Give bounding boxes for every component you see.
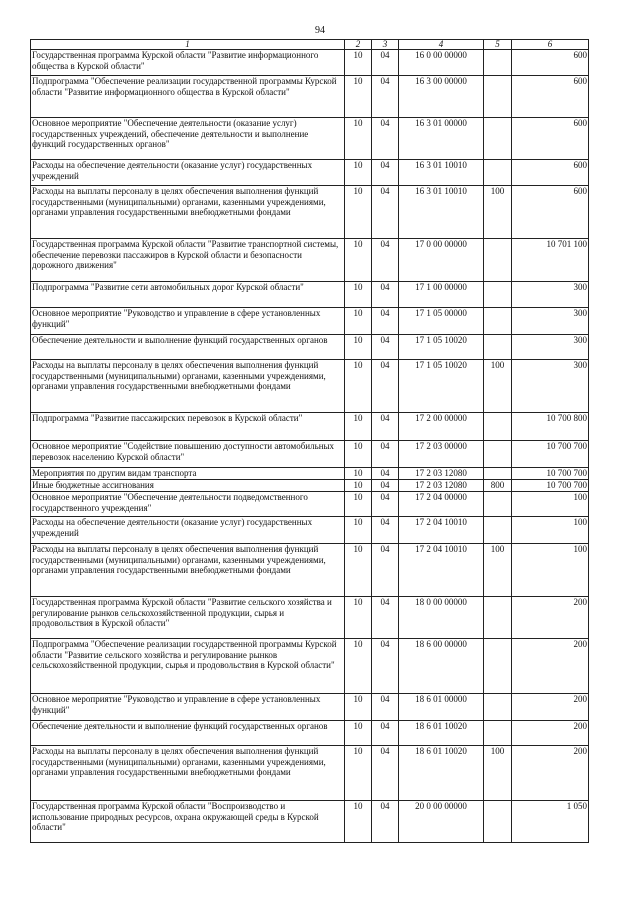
table-row — [31, 639, 589, 694]
table-row — [31, 492, 589, 517]
subsection-code-cell: 04 — [372, 76, 399, 118]
target-article-cell: 18 0 00 00000 — [399, 597, 484, 639]
section-code-cell: 10 — [345, 468, 372, 480]
section-code-cell: 10 — [345, 186, 372, 239]
subsection-code-cell: 04 — [372, 239, 399, 282]
section-code-cell: 10 — [345, 480, 372, 492]
target-article-cell: 16 0 00 00000 — [399, 50, 484, 76]
amount-cell: 10 700 700 — [512, 480, 589, 492]
row-name-cell: Расходы на обеспечение деятельности (оказание услуг) государственных учреждений — [31, 160, 345, 186]
table-row — [31, 517, 589, 544]
expense-type-cell — [484, 492, 512, 517]
expense-type-cell — [484, 441, 512, 468]
row-name-cell: Основное мероприятие "Обеспечение деятельности подведомственного государственного учреждения" — [31, 492, 345, 517]
section-code-cell: 10 — [345, 801, 372, 843]
subsection-code-cell: 04 — [372, 335, 399, 360]
table-row — [31, 335, 589, 360]
section-code-cell: 10 — [345, 721, 372, 746]
target-article-cell: 17 2 03 00000 — [399, 441, 484, 468]
target-article-cell: 17 1 00 00000 — [399, 282, 484, 308]
subsection-code-cell: 04 — [372, 639, 399, 694]
target-article-cell: 17 0 00 00000 — [399, 239, 484, 282]
amount-cell: 200 — [512, 597, 589, 639]
table-row — [31, 160, 589, 186]
row-name-cell: Подпрограмма "Обеспечение реализации государственной программы Курской области "Развитие информационного общества в Курской области" — [31, 76, 345, 118]
table-row — [31, 118, 589, 160]
column-number: 4 — [399, 40, 484, 50]
table-row — [31, 308, 589, 335]
table-row — [31, 597, 589, 639]
subsection-code-cell: 04 — [372, 186, 399, 239]
section-code-cell: 10 — [345, 50, 372, 76]
target-article-cell: 17 1 05 10020 — [399, 360, 484, 413]
row-name-cell: Основное мероприятие "Обеспечение деятельности (оказание услуг) государственных учреждений, обеспечение деятельности и выполнение функций государственных органов" — [31, 118, 345, 160]
expense-type-cell — [484, 160, 512, 186]
expense-type-cell — [484, 76, 512, 118]
target-article-cell: 16 3 00 00000 — [399, 76, 484, 118]
table-row — [31, 801, 589, 843]
expense-type-cell — [484, 597, 512, 639]
expense-type-cell: 100 — [484, 544, 512, 597]
subsection-code-cell: 04 — [372, 441, 399, 468]
amount-cell: 300 — [512, 282, 589, 308]
expense-type-cell — [484, 721, 512, 746]
expense-type-cell: 100 — [484, 360, 512, 413]
target-article-cell: 17 2 04 00000 — [399, 492, 484, 517]
subsection-code-cell: 04 — [372, 160, 399, 186]
section-code-cell: 10 — [345, 76, 372, 118]
target-article-cell: 17 2 03 12080 — [399, 468, 484, 480]
section-code-cell: 10 — [345, 282, 372, 308]
section-code-cell: 10 — [345, 360, 372, 413]
target-article-cell: 16 3 01 10010 — [399, 186, 484, 239]
column-number-row — [31, 40, 589, 50]
budget-table — [30, 39, 589, 843]
row-name-cell: Подпрограмма "Развитие сети автомобильных дорог Курской области" — [31, 282, 345, 308]
amount-cell: 600 — [512, 50, 589, 76]
section-code-cell: 10 — [345, 492, 372, 517]
section-code-cell: 10 — [345, 517, 372, 544]
target-article-cell: 18 6 01 00000 — [399, 694, 484, 721]
amount-cell: 100 — [512, 517, 589, 544]
table-row — [31, 468, 589, 480]
subsection-code-cell: 04 — [372, 308, 399, 335]
subsection-code-cell: 04 — [372, 694, 399, 721]
row-name-cell: Расходы на выплаты персоналу в целях обеспечения выполнения функций государственными (муниципальными) органами, казенными учреждениями, органами управления государственными внебюджетными фондами — [31, 186, 345, 239]
section-code-cell: 10 — [345, 239, 372, 282]
row-name-cell: Государственная программа Курской области "Развитие сельского хозяйства и регулирование рынков сельскохозяйственной продукции, сырья и продовольствия в Курской области" — [31, 597, 345, 639]
row-name-cell: Расходы на выплаты персоналу в целях обеспечения выполнения функций государственными (муниципальными) органами, казенными учреждениями, органами управления государственными внебюджетными фондами — [31, 746, 345, 801]
expense-type-cell — [484, 50, 512, 76]
row-name-cell: Основное мероприятие "Содействие повышению доступности автомобильных перевозок населению Курской области" — [31, 441, 345, 468]
subsection-code-cell: 04 — [372, 282, 399, 308]
subsection-code-cell: 04 — [372, 492, 399, 517]
row-name-cell: Расходы на выплаты персоналу в целях обеспечения выполнения функций государственными (муниципальными) органами, казенными учреждениями, органами управления государственными внебюджетными фондами — [31, 544, 345, 597]
target-article-cell: 18 6 01 10020 — [399, 721, 484, 746]
amount-cell: 300 — [512, 308, 589, 335]
table-row — [31, 76, 589, 118]
column-number: 6 — [512, 40, 589, 50]
section-code-cell: 10 — [345, 441, 372, 468]
row-name-cell: Обеспечение деятельности и выполнение функций государственных органов — [31, 335, 345, 360]
subsection-code-cell: 04 — [372, 597, 399, 639]
table-row — [31, 239, 589, 282]
amount-cell: 100 — [512, 492, 589, 517]
table-row — [31, 721, 589, 746]
row-name-cell: Расходы на обеспечение деятельности (оказание услуг) государственных учреждений — [31, 517, 345, 544]
row-name-cell: Обеспечение деятельности и выполнение функций государственных органов — [31, 721, 345, 746]
table-row — [31, 694, 589, 721]
expense-type-cell — [484, 335, 512, 360]
target-article-cell: 17 1 05 10020 — [399, 335, 484, 360]
section-code-cell: 10 — [345, 694, 372, 721]
target-article-cell: 18 6 00 00000 — [399, 639, 484, 694]
expense-type-cell — [484, 468, 512, 480]
section-code-cell: 10 — [345, 335, 372, 360]
page-number: 94 — [315, 25, 325, 36]
column-number: 5 — [484, 40, 512, 50]
expense-type-cell — [484, 308, 512, 335]
amount-cell: 600 — [512, 160, 589, 186]
target-article-cell: 18 6 01 10020 — [399, 746, 484, 801]
amount-cell: 10 700 700 — [512, 441, 589, 468]
amount-cell: 600 — [512, 76, 589, 118]
amount-cell: 200 — [512, 694, 589, 721]
section-code-cell: 10 — [345, 746, 372, 801]
row-name-cell: Подпрограмма "Развитие пассажирских перевозок в Курской области" — [31, 413, 345, 441]
section-code-cell: 10 — [345, 308, 372, 335]
expense-type-cell: 100 — [484, 746, 512, 801]
row-name-cell: Расходы на выплаты персоналу в целях обеспечения выполнения функций государственными (муниципальными) органами, казенными учреждениями, органами управления государственными внебюджетными фондами — [31, 360, 345, 413]
row-name-cell: Иные бюджетные ассигнования — [31, 480, 345, 492]
table-row — [31, 50, 589, 76]
subsection-code-cell: 04 — [372, 480, 399, 492]
target-article-cell: 20 0 00 00000 — [399, 801, 484, 843]
table-row — [31, 413, 589, 441]
row-name-cell: Мероприятия по другим видам транспорта — [31, 468, 345, 480]
target-article-cell: 17 2 04 10010 — [399, 544, 484, 597]
section-code-cell: 10 — [345, 118, 372, 160]
column-number: 3 — [372, 40, 399, 50]
section-code-cell: 10 — [345, 160, 372, 186]
subsection-code-cell: 04 — [372, 801, 399, 843]
expense-type-cell — [484, 517, 512, 544]
amount-cell: 300 — [512, 335, 589, 360]
subsection-code-cell: 04 — [372, 118, 399, 160]
row-name-cell: Государственная программа Курской области "Развитие транспортной системы, обеспечение перевозки пассажиров в Курской области и безопасности дорожного движения" — [31, 239, 345, 282]
table-row — [31, 544, 589, 597]
target-article-cell: 17 1 05 00000 — [399, 308, 484, 335]
expense-type-cell — [484, 639, 512, 694]
table-row — [31, 480, 589, 492]
row-name-cell: Подпрограмма "Обеспечение реализации государственной программы Курской области "Развитие сельского хозяйства и регулирование рынков сельскохозяйственной продукции, сырья и продовольствия в Курской области" — [31, 639, 345, 694]
target-article-cell: 16 3 01 00000 — [399, 118, 484, 160]
target-article-cell: 17 2 03 12080 — [399, 480, 484, 492]
table-body — [31, 50, 589, 843]
amount-cell: 10 700 800 — [512, 413, 589, 441]
row-name-cell: Государственная программа Курской области "Воспроизводство и использование природных ресурсов, охрана окружающей среды в Курской области" — [31, 801, 345, 843]
expense-type-cell: 100 — [484, 186, 512, 239]
table-row — [31, 186, 589, 239]
amount-cell: 100 — [512, 544, 589, 597]
subsection-code-cell: 04 — [372, 517, 399, 544]
section-code-cell: 10 — [345, 544, 372, 597]
column-number: 2 — [345, 40, 372, 50]
amount-cell: 1 050 — [512, 801, 589, 843]
target-article-cell: 17 2 00 00000 — [399, 413, 484, 441]
section-code-cell: 10 — [345, 413, 372, 441]
subsection-code-cell: 04 — [372, 746, 399, 801]
amount-cell: 300 — [512, 360, 589, 413]
section-code-cell: 10 — [345, 639, 372, 694]
table-row — [31, 360, 589, 413]
table-row — [31, 746, 589, 801]
subsection-code-cell: 04 — [372, 721, 399, 746]
expense-type-cell — [484, 801, 512, 843]
subsection-code-cell: 04 — [372, 360, 399, 413]
column-number: 1 — [31, 40, 345, 50]
amount-cell: 200 — [512, 746, 589, 801]
subsection-code-cell: 04 — [372, 468, 399, 480]
target-article-cell: 16 3 01 10010 — [399, 160, 484, 186]
amount-cell: 10 701 100 — [512, 239, 589, 282]
row-name-cell: Государственная программа Курской области "Развитие информационного общества в Курской области" — [31, 50, 345, 76]
amount-cell: 200 — [512, 639, 589, 694]
subsection-code-cell: 04 — [372, 50, 399, 76]
table-row — [31, 282, 589, 308]
expense-type-cell — [484, 239, 512, 282]
row-name-cell: Основное мероприятие "Руководство и управление в сфере установленных функций" — [31, 694, 345, 721]
amount-cell: 200 — [512, 721, 589, 746]
subsection-code-cell: 04 — [372, 544, 399, 597]
amount-cell: 600 — [512, 118, 589, 160]
expense-type-cell — [484, 413, 512, 441]
target-article-cell: 17 2 04 10010 — [399, 517, 484, 544]
table-row — [31, 441, 589, 468]
expense-type-cell — [484, 118, 512, 160]
expense-type-cell: 800 — [484, 480, 512, 492]
subsection-code-cell: 04 — [372, 413, 399, 441]
expense-type-cell — [484, 282, 512, 308]
expense-type-cell — [484, 694, 512, 721]
amount-cell: 10 700 700 — [512, 468, 589, 480]
amount-cell: 600 — [512, 186, 589, 239]
row-name-cell: Основное мероприятие "Руководство и управление в сфере установленных функций" — [31, 308, 345, 335]
section-code-cell: 10 — [345, 597, 372, 639]
